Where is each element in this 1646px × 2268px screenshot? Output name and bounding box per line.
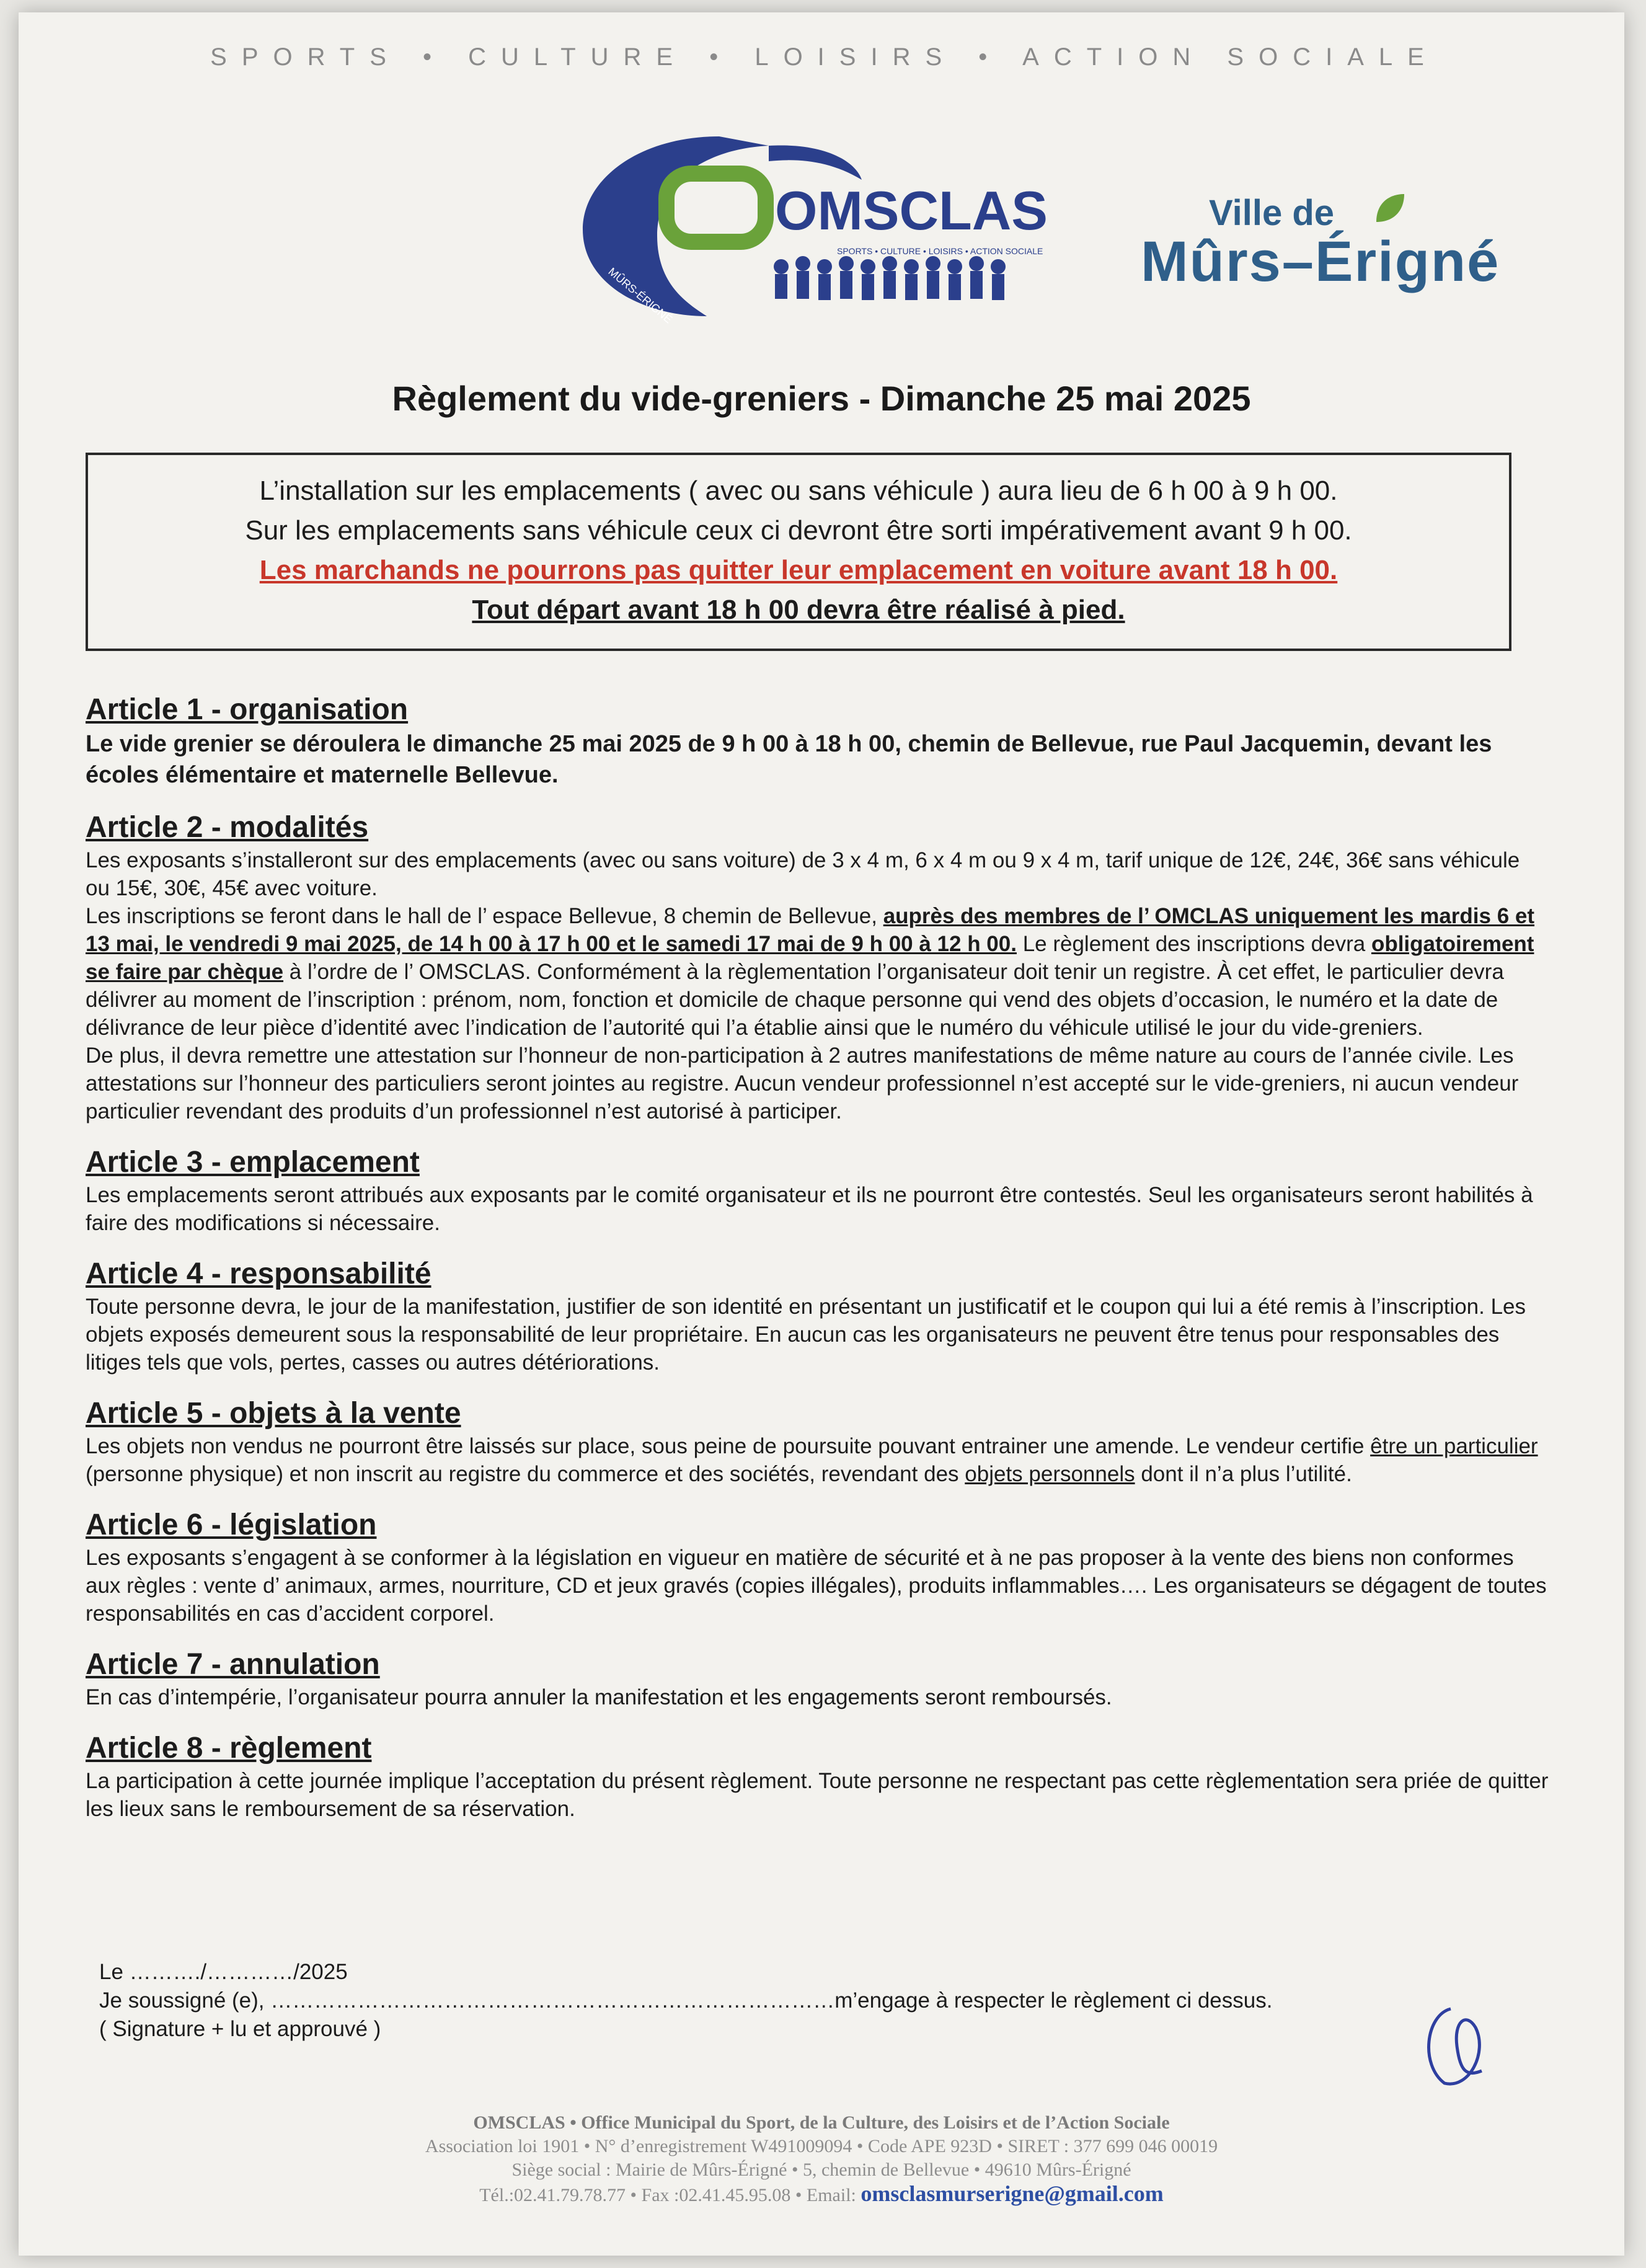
footer-line4 — [19, 2182, 1624, 2207]
article-2-p2e: à l’ordre de l’ OMSCLAS. Conformément à la règlementation l’organisateur doit tenir un registre. À cet effet, le particulier devra délivrer au moment de l’inscription : prénom, nom, fonction et domicile de chaque personne qui vend des objets d’occasion, le numéro et la date de délivrance de leur pièce d’identité avec l’indication de l’autorité qui l’a établie ainsi que le numéro du véhicule utilisé le jour du vide-greniers. — [86, 960, 1504, 1040]
article-2-p2 — [86, 902, 1549, 1042]
footer-contact: Tél.:02.41.79.78.77 • Fax :02.41.45.95.08 • Email: — [479, 2185, 861, 2205]
ville-logo-line2: Mûrs–Érigné — [1141, 230, 1500, 293]
article-2-title: Article 2 - modalités — [86, 811, 369, 844]
article-5-particulier: être un particulier — [1370, 1434, 1538, 1458]
article-7-body: En cas d’intempérie, l’organisateur pourra annuler la manifestation et les engagements seront remboursés. — [86, 1685, 1112, 1709]
handwritten-signature — [1407, 1996, 1507, 2096]
omsclas-logo-graphic — [564, 112, 1097, 335]
omsclas-logo-ring-text: MÛRS-ÉRIGNÉ — [606, 265, 675, 326]
article-5-title: Article 5 - objets à la vente — [86, 1397, 461, 1430]
article-1-title: Article 1 - organisation — [86, 693, 409, 726]
article-8 — [86, 1730, 1549, 1823]
article-3-body: Les emplacements seront attribués aux exposants par le comité organisateur et ils ne pourront être contestés. Seul les organisateurs seront habilités à faire des modifications si nécessaire. — [86, 1183, 1533, 1235]
article-2 — [86, 809, 1549, 1125]
article-2-dates: auprès des membres de l’ OMCLAS uniquement les mardis 6 et 13 mai, le vendredi 9 mai 2025, de 14 h 00 à 17 h 00 et le samedi 17 mai de 9 h 00 à 12 h 00. — [86, 904, 1535, 956]
signature-block — [99, 1958, 1272, 2044]
article-5-objets: objets personnels — [965, 1462, 1135, 1486]
date-line: Le ………./…………/2025 — [99, 1960, 348, 1984]
document-page — [19, 12, 1624, 2256]
omsclas-logo-tagline: SPORTS • CULTURE • LOISIRS • ACTION SOCIALE — [837, 246, 1043, 256]
article-4 — [86, 1256, 1549, 1376]
article-6-body: Les exposants s’engagent à se conformer à la législation en vigueur en matière de sécurité et à ne pas proposer à la vente des biens non conformes aux règles : vente d’ animaux, armes, nourriture, CD et jeux gravés (copies illégales), produits inflammables…. Les organisateurs se dégagent de toutes responsabilités en cas d’accident corporel. — [86, 1546, 1547, 1626]
footer-email[interactable]: omsclasmurserigne@gmail.com — [861, 2181, 1164, 2206]
article-5-b1: Les objets non vendus ne pourront être laissés sur place, sous peine de poursuite pouvant entrainer une amende. Le vendeur certifie — [86, 1434, 1371, 1458]
ville-logo — [1135, 186, 1556, 310]
article-5-body — [86, 1432, 1549, 1488]
article-2-p2c: Le règlement des inscriptions devra — [1016, 932, 1371, 956]
article-8-title: Article 8 - règlement — [86, 1732, 372, 1765]
notice-line1: L’installation sur les emplacements ( avec ou sans véhicule ) aura lieu de 6 h 00 à 9 h 00. — [259, 476, 1338, 506]
leaf-icon — [1370, 191, 1407, 228]
page-title: Règlement du vide-greniers - Dimanche 25 mai 2025 — [392, 379, 1251, 418]
article-2-p1: Les exposants s’installeront sur des emplacements (avec ou sans voiture) de 3 x 4 m, 6 x 4 m ou 9 x 4 m, tarif unique de 12€, 24€, 36€ sans véhicule ou 15€, 30€, 45€ avec voiture. — [86, 848, 1520, 900]
notice-line4: Tout départ avant 18 h 00 devra être réalisé à pied. — [472, 595, 1125, 625]
article-2-payment: obligatoirement se faire par chèque — [86, 932, 1534, 984]
footer — [19, 2111, 1624, 2207]
header-topline: SPORTS • CULTURE • LOISIRS • ACTION SOCIALE — [210, 43, 1439, 71]
undersigned-line: Je soussigné (e), ……………………………………………………………………m’engage à respecter le règlement ci dessus. — [99, 1988, 1273, 2013]
article-2-p3: De plus, il devra remettre une attestation sur l’honneur de non-participation à 2 autres manifestations de même nature au cours de l’année civile. Les attestations sur l’honneur des particuliers seront jointes au registre. Aucun vendeur professionnel n’est accepté sur le vide-greniers, ni aucun vendeur particulier revendant des produits d’un professionnel n’est autorisé à participer. — [86, 1043, 1519, 1123]
notice-line3: Les marchands ne pourrons pas quitter leur emplacement en voiture avant 18 h 00. — [259, 555, 1338, 585]
notice-line2: Sur les emplacements sans véhicule ceux ci devront être sorti impérativement avant 9 h 00. — [245, 515, 1352, 546]
signature-note: ( Signature + lu et approuvé ) — [99, 2017, 381, 2041]
article-6 — [86, 1507, 1549, 1628]
article-5-b5: dont il n’a plus l’utilité. — [1135, 1462, 1352, 1486]
article-7-title: Article 7 - annulation — [86, 1648, 380, 1681]
articles — [86, 691, 1549, 1841]
article-3-title: Article 3 - emplacement — [86, 1146, 420, 1179]
article-7 — [86, 1646, 1549, 1711]
footer-line1: OMSCLAS • Office Municipal du Sport, de la Culture, des Loisirs et de l’Action Sociale — [473, 2112, 1170, 2133]
article-2-p2a: Les inscriptions se feront dans le hall de l’ espace Bellevue, 8 chemin de Bellevue, — [86, 904, 883, 928]
article-5 — [86, 1395, 1549, 1488]
article-8-body: La participation à cette journée implique l’acceptation du présent règlement. Toute personne ne respectant pas cette règlementation sera priée de quitter les lieux sans le remboursement de sa réservation. — [86, 1769, 1549, 1821]
footer-line2: Association loi 1901 • N° d’enregistrement W491009094 • Code APE 923D • SIRET : 377 699 046 00019 — [425, 2136, 1218, 2156]
ville-logo-line1: Ville de — [1209, 193, 1335, 233]
article-6-title: Article 6 - législation — [86, 1508, 377, 1541]
article-4-title: Article 4 - responsabilité — [86, 1257, 431, 1290]
omsclas-logo-name: OMSCLAS — [775, 180, 1048, 241]
article-1-body: Le vide grenier se déroulera le dimanche 25 mai 2025 de 9 h 00 à 18 h 00, chemin de Bellevue, rue Paul Jacquemin, devant les écoles élémentaire et maternelle Bellevue. — [86, 731, 1492, 788]
article-1 — [86, 691, 1549, 791]
footer-line3: Siège social : Mairie de Mûrs-Érigné • 5, chemin de Bellevue • 49610 Mûrs-Érigné — [511, 2159, 1131, 2180]
notice-box — [86, 453, 1511, 651]
article-4-body: Toute personne devra, le jour de la manifestation, justifier de son identité en présentant un justificatif et le coupon qui lui a été remis à l’inscription. Les objets exposés demeurent sous la responsabilité de leur propriétaire. En aucun cas les organisateurs ne peuvent être tenus pour responsables des litiges tels que vols, pertes, casses ou autres détériorations. — [86, 1295, 1526, 1375]
article-5-b3: (personne physique) et non inscrit au registre du commerce et des sociétés, revendant des — [86, 1462, 965, 1486]
omsclas-logo — [564, 112, 1097, 335]
article-3 — [86, 1144, 1549, 1237]
